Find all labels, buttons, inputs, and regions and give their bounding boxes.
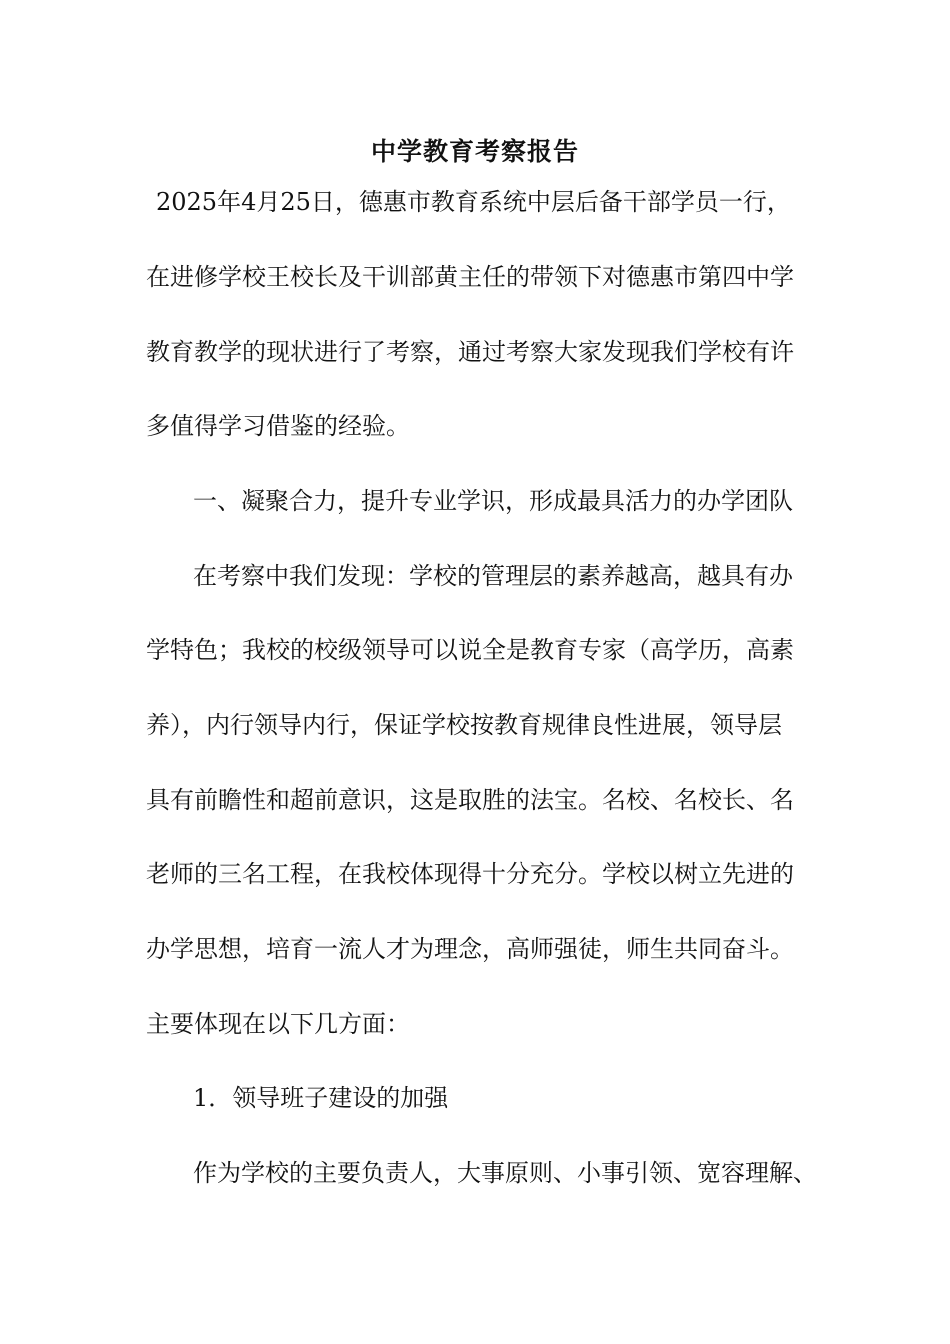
paragraph-line: 办学思想，培育一流人才为理念，高师强徒，师生共同奋斗。 xyxy=(146,935,794,963)
paragraph-line: 老师的三名工程，在我校体现得十分充分。学校以树立先进的 xyxy=(146,860,794,888)
paragraph-line: 在考察中我们发现：学校的管理层的素养越高，越具有办 xyxy=(193,562,793,590)
paragraph-line: 作为学校的主要负责人，大事原则、小事引领、宽容理解、 xyxy=(193,1159,817,1187)
paragraph-line: 主要体现在以下几方面： xyxy=(146,1010,410,1038)
section-heading: 一、凝聚合力，提升专业学识，形成最具活力的办学团队 xyxy=(193,487,793,515)
subsection-heading: 1．领导班子建设的加强 xyxy=(193,1084,449,1112)
paragraph-line: 在进修学校王校长及干训部黄主任的带领下对德惠市第四中学 xyxy=(146,263,794,291)
document-title: 中学教育考察报告 xyxy=(370,137,579,166)
paragraph-line: 多值得学习借鉴的经验。 xyxy=(146,412,410,440)
paragraph-line: 教育教学的现状进行了考察，通过考察大家发现我们学校有许 xyxy=(146,338,794,366)
paragraph-line: 学特色；我校的校级领导可以说全是教育专家（高学历，高素 xyxy=(146,636,794,664)
paragraph-line: 养），内行领导内行，保证学校按教育规律良性进展，领导层 xyxy=(146,711,782,739)
paragraph-line: 具有前瞻性和超前意识，这是取胜的法宝。名校、名校长、名 xyxy=(146,786,794,814)
paragraph-line: 2025年4月25日，德惠市教育系统中层后备干部学员一行， xyxy=(156,188,791,216)
